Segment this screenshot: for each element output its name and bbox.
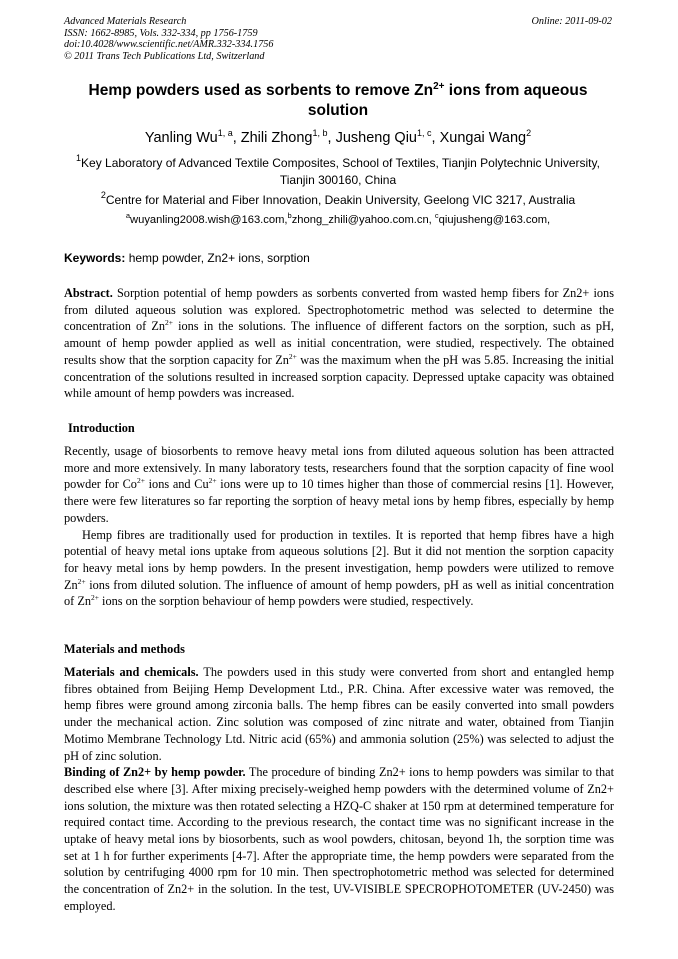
copyright-line: © 2011 Trans Tech Publications Ltd, Switzerland — [64, 50, 265, 62]
email-list: $^a$wuyanling2008.wish@163.com,$^b$zhong_zhili@yahoo.com.cn, $^c$qiujusheng@163.com, — [125, 211, 551, 226]
paragraph: Hemp fibres are traditionally used for production in textiles. It is reported that hemp fibres have a high potential of heavy metal ions uptake from aqueous solutions [2]. But it did not mention the sorption capacity for heavy metal ions by hemp powders. In the present investigation, hemp powders were utilized to remove $Zn^{2+}$ ions from diluted solution. The influence of amount of hemp powders, pH as well as initial concentration of $Zn^{2+}$ ions on the sorption behaviour of hemp powders were studied, respectively. — [64, 527, 614, 609]
email: wuyanling2008.wish@163.com, — [130, 214, 288, 226]
paragraph: Binding of Zn2+ by hemp powder. The procedure of binding Zn2+ ions to hemp powders was similar to that described else where [3]. After mixing precisely-weighed hemp powders with the determined volume of Zn2+ ions solution, the mixture was then rotated selecting a HZQ-C shaker at 150 rpm at determined temperature for required contact time. According to the previous research, the contact time was no significant increase in the uptake of heavy metal ions by biosorbents, such as wool powders, chitosan, beyond 1h, the sorption time was set at 1 h for further experiments [4-7]. After the appropriate time, the hemp powders were separated from the solution by centrifuging 4000 rpm for 10 min. Then spectrophotometric method was selected for determined the concentration of Zn2+ in the solution. In the test, UV-VISIBLE SPECROPHOTOMETER (UV-2450) was employed. — [64, 765, 614, 913]
affiliation-1: $^1$Key Laboratory of Advanced Textile Composites, School of Textiles, Tianjin Polytechnic University, Tianjin 300160, China — [76, 153, 600, 187]
email: qiujusheng@163.com, — [438, 214, 551, 226]
author: Zhili Zhong — [240, 130, 313, 146]
paragraph: Recently, usage of biosorbents to remove heavy metal ions from diluted aqueous solution has been attracted more and more extensively. In many laboratory tests, researchers found that the sorption capacity of fine wool powder for $Co^{2+}$ ions and $Cu^{2+}$ ions were up to 10 times higher than those of commercial resins [1]. However, there were few literatures so far reporting the sorption of heavy metal ions by hemp fibres, especially by hemp powders. — [64, 444, 614, 525]
abstract-label: Abstract. — [64, 286, 113, 300]
introduction-heading: Introduction — [68, 421, 135, 435]
author-list: Yanling Wu$^{1, a}$, Zhili Zhong$^{1, b}$, Jusheng Qiu$^{1, c}$, Xungai Wang$^2$ — [144, 128, 532, 146]
paper-title: Hemp powders used as sorbents to remove $Zn^{2+}$ ions from aqueous solution — [88, 81, 588, 119]
keywords: Keywords: hemp powder, Zn2+ ions, sorption — [64, 251, 310, 265]
author: Xungai Wang — [439, 130, 527, 146]
issn-line: ISSN: 1662-8985, Vols. 332-334, pp 1756-1759 — [64, 27, 258, 39]
paragraph: Materials and chemicals. The powders used in this study were converted from short and entangled hemp fibres obtained from Beijing Hemp Development Ltd., P.R. China. After excessive water was removed, the hemp fibres were ground among zirconia balls. The hemp fibres can be easily converted into small powders under the mechanical action. Zinc solution was composed of zinc nitrate and water, obtained from Tianjin Motimo Membrane Technology Ltd. Nitric acid (65%) and ammonia solution (25%) was selected to adjust the pH of zinc solution. — [64, 665, 614, 763]
methods-heading: Materials and methods — [64, 642, 185, 656]
subsection-label: Binding of Zn2+ by hemp powder. — [64, 765, 246, 780]
methods-body — [64, 664, 614, 915]
subsection-label: Materials and chemicals. — [64, 665, 199, 679]
keywords-label: Keywords: — [64, 251, 126, 265]
journal-header — [64, 16, 273, 62]
abstract: Abstract. Sorption potential of hemp powders as sorbents converted from wasted hemp fibers for Zn2+ ions from diluted aqueous solution was explored. Spectrophotometric method was selected to determine the concentration of $Zn^{2+}$ ions in the solutions. The influence of different factors on the sorption, such as pH, amount of hemp powder applied as well as initial concentration, were studied, respectively. The obtained results show that the sorption capacity for $Zn^{2+}$ was the maximum when the pH was 5.85. Increasing the initial concentration of the solutions resulted in increased sorption capacity. Depressed uptake capacity was obtained while amount of hemp powders was increased. — [64, 286, 614, 401]
doi-line: doi:10.4028/www.scientific.net/AMR.332-334.1756 — [64, 39, 274, 50]
affiliation-2: $^2$Centre for Material and Fiber Innovation, Deakin University, Geelong VIC 3217, Australia — [100, 190, 576, 207]
email: zhong_zhili@yahoo.com.cn, — [291, 214, 435, 226]
online-date: Online: 2011-09-02 — [531, 16, 612, 27]
journal-name: Advanced Materials Research — [64, 16, 187, 27]
introduction-body — [64, 443, 614, 610]
author: Yanling Wu — [144, 130, 218, 146]
author: Jusheng Qiu — [335, 130, 417, 146]
